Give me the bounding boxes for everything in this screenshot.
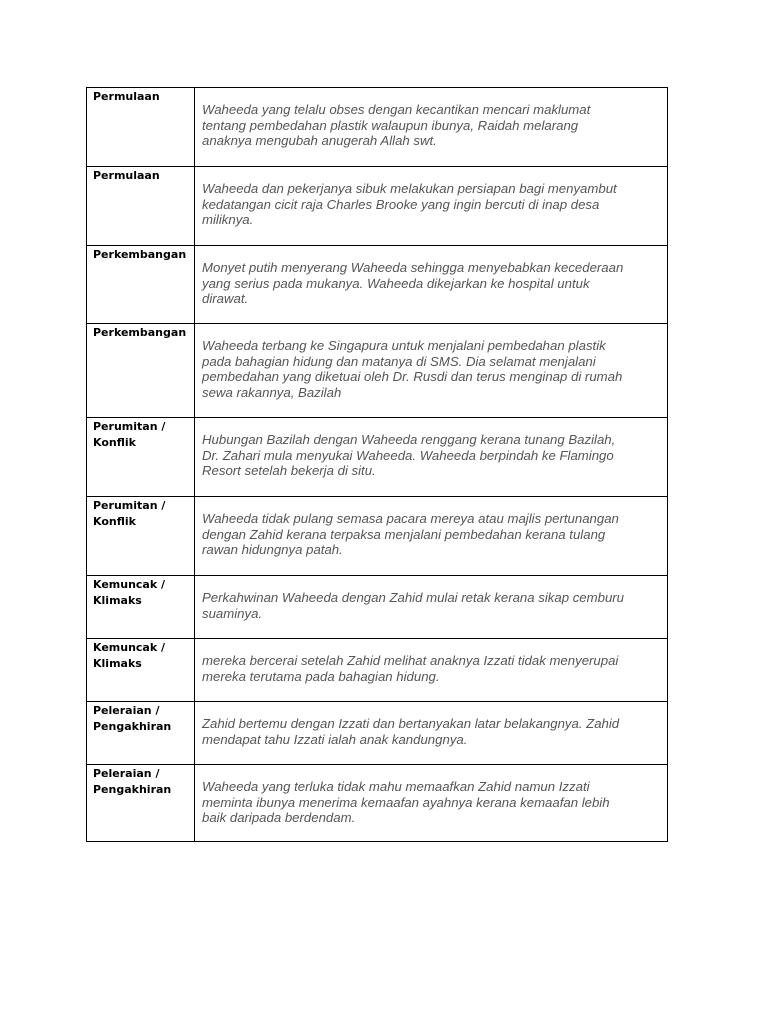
stage-cell [87,88,195,167]
description-cell [195,639,668,702]
stage-label: Permulaan [93,90,160,103]
description-line: Waheeda dan pekerjanya sibuk melakukan persiapan bagi menyambut [202,181,617,196]
table-row [87,497,668,576]
description-line: Resort setelah bekerja di situ. [202,463,376,478]
description-cell [195,246,668,324]
description-line: Waheeda terbang ke Singapura untuk menjalani pembedahan plastik [202,338,606,353]
stage-cell [87,167,195,246]
stage-label: Klimaks [93,657,142,670]
description-line: Perkahwinan Waheeda dengan Zahid mulai retak kerana sikap cemburu [202,590,625,605]
stage-label: Perkembangan [93,248,187,261]
description-cell [195,497,668,576]
description-line: mereka terutama pada bahagian hidung. [202,668,440,684]
description-line: yang serius pada mukanya. Waheeda dikejarkan ke hospital untuk [202,275,590,291]
description-cell [195,167,668,246]
table-row [87,765,668,842]
table-row [87,246,668,324]
description-line: Hubungan Bazilah dengan Waheeda renggang kerana tunang Bazilah, [202,432,616,447]
stage-label: Peleraian / [93,704,160,717]
description-line: pembedahan yang diketuai oleh Dr. Rusdi dan terus menginap di rumah [202,369,623,384]
description-line: miliknya. [202,212,254,227]
stage-cell [87,324,195,418]
stage-label: Kemuncak / [93,641,166,654]
table-row [87,639,668,702]
stage-cell [87,765,195,842]
description-line: anaknya mengubah anugerah Allah swt. [202,133,437,148]
stage-cell [87,639,195,702]
stage-label: Klimaks [93,594,142,607]
description-cell [195,324,668,418]
stage-cell [87,702,195,765]
stage-label: Pengakhiran [93,783,172,796]
description-line: Waheeda yang telalu obses dengan kecantikan mencari maklumat [202,102,591,117]
stage-cell [87,418,195,497]
stage-label: Perumitan / [93,420,166,433]
stage-label: Kemuncak / [93,578,166,591]
description-line: meminta ibunya menerima kemaafan ayahnya kerana kemaafan lebih [202,794,610,810]
description-line: baik daripada berdendam. [202,810,356,825]
description-line: rawan hidungnya patah. [202,542,343,557]
plot-stages-table [86,87,668,842]
stage-label: Permulaan [93,169,160,182]
table-row [87,167,668,246]
description-line: Waheeda tidak pulang semasa pacara mereya atau majlis pertunangan [202,511,619,526]
stage-label: Perkembangan [93,326,187,339]
description-cell [195,88,668,167]
description-line: Waheeda yang terluka tidak mahu memaafkan Zahid namun Izzati [202,779,590,794]
description-cell [195,418,668,497]
description-line: dengan Zahid kerana terpaksa menjalani pembedahan kerana tulang [202,526,606,542]
description-line: Monyet putih menyerang Waheeda sehingga menyebabkan kecederaan [202,260,624,275]
description-line: suaminya. [202,605,263,621]
stage-label: Konflik [93,436,136,449]
description-line: pada bahagian hidung dan matanya di SMS. Dia selamat menjalani [202,353,596,369]
table-row [87,418,668,497]
stage-label: Perumitan / [93,499,166,512]
description-cell [195,576,668,639]
description-line: dirawat. [202,291,249,306]
stage-cell [87,576,195,639]
table-row [87,576,668,639]
description-line: mereka bercerai setelah Zahid melihat anaknya Izzati tidak menyerupai [202,653,619,668]
description-cell [195,702,668,765]
description-line: Dr. Zahari mula menyukai Waheeda. Waheeda berpindah ke Flamingo [202,447,614,463]
stage-cell [87,246,195,324]
description-line: sewa rakannya, Bazilah [202,384,342,400]
table-row [87,88,668,167]
description-line: Zahid bertemu dengan Izzati dan bertanyakan latar belakangnya. Zahid [202,716,620,731]
stage-label: Pengakhiran [93,720,172,733]
table-row [87,702,668,765]
stage-cell [87,497,195,576]
description-line: kedatangan cicit raja Charles Brooke yang ingin bercuti di inap desa [202,196,600,212]
description-line: mendapat tahu Izzati ialah anak kandungnya. [202,731,468,747]
stage-label: Peleraian / [93,767,160,780]
description-cell [195,765,668,842]
description-line: tentang pembedahan plastik walaupun ibunya, Raidah melarang [202,117,579,133]
stage-label: Konflik [93,515,136,528]
table-row [87,324,668,418]
